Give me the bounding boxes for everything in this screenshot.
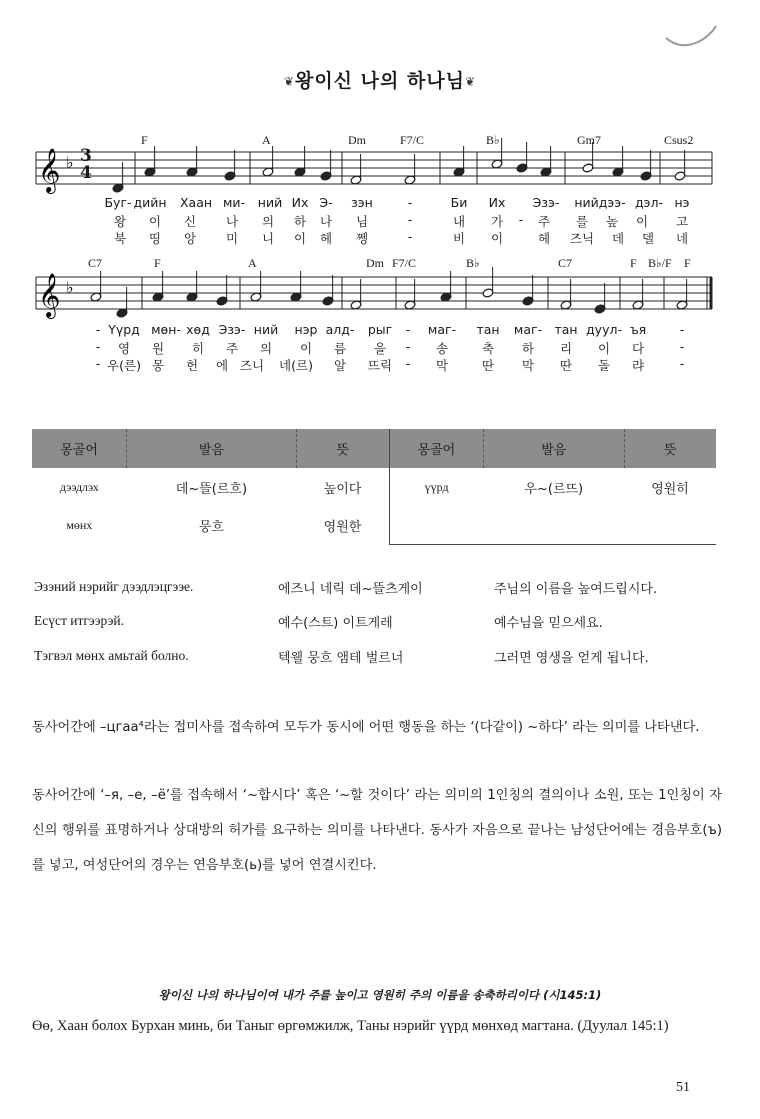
lyric: Их xyxy=(291,195,309,210)
flat-key-icon: ♭ xyxy=(66,278,74,297)
lyric: 델 xyxy=(641,231,655,246)
flat-key-icon: ♭ xyxy=(66,153,74,172)
lyric: 나 xyxy=(225,214,239,229)
lyrics-line-1-pron xyxy=(0,229,760,247)
lyric: дэл- xyxy=(634,195,664,210)
lyric: 리 xyxy=(559,341,573,356)
vocab-header-cell: 발음 xyxy=(127,429,297,468)
lyric: 비 xyxy=(452,231,466,246)
chord: B♭ xyxy=(466,256,480,270)
lyric: - xyxy=(407,195,413,210)
staff-line-1 xyxy=(36,152,712,184)
sentence-translation: 그러면 영생을 얻게 됩니다. xyxy=(494,651,649,666)
chord: Dm xyxy=(348,133,366,147)
lyric: 미 xyxy=(225,231,239,246)
lyric: - xyxy=(95,322,101,337)
table-row xyxy=(32,506,716,545)
table-cell: 영원한 xyxy=(296,506,389,545)
lyric: алд- xyxy=(325,322,355,337)
lyric: 나 xyxy=(319,214,333,229)
lyric: 랴 xyxy=(631,358,645,373)
table-cell: 높이다 xyxy=(296,468,389,506)
chord: C7 xyxy=(558,256,573,270)
lyric: - xyxy=(405,356,411,371)
ornament-right-icon: ❦ xyxy=(465,74,477,89)
chord: C7 xyxy=(88,256,103,270)
time-signature-bottom: 4 xyxy=(80,163,92,183)
sentence-pronunciation: 텍웰 뭉흐 앰테 벌르너 xyxy=(278,651,404,666)
lyric: 네(르) xyxy=(279,358,313,373)
table-cell: 우~(르뜨) xyxy=(524,481,584,497)
vocab-header-cell: 몽골어 xyxy=(389,429,483,468)
lyric: ъя xyxy=(629,322,647,337)
lyric: 네 xyxy=(675,231,689,246)
lyric: дуул- xyxy=(586,322,622,337)
lyric: 딴 xyxy=(481,358,495,373)
lyric: 니 xyxy=(261,231,275,246)
lyric: 막 xyxy=(521,358,535,373)
lyric: 알 xyxy=(333,358,347,373)
vocab-header-cell: 뜻 xyxy=(296,429,389,468)
sentence-mn: Есүст итгээрэй. xyxy=(34,613,124,628)
lyric: хөд xyxy=(186,322,210,337)
lyric: нийдээ- xyxy=(574,195,626,210)
lyric: маг- xyxy=(513,322,543,337)
lyric: 데 xyxy=(611,231,625,246)
chord: F xyxy=(684,256,691,270)
lyric: 하 xyxy=(521,341,535,356)
chord: A xyxy=(248,256,257,270)
lyric: 즈니 xyxy=(239,358,265,373)
chord: F xyxy=(630,256,637,270)
lyric: - xyxy=(95,356,101,371)
table-cell xyxy=(389,506,483,545)
lyric: 이 xyxy=(148,214,162,229)
chord: F xyxy=(154,256,161,270)
table-cell xyxy=(624,506,716,545)
lyric: 높 xyxy=(605,214,619,229)
vocab-table xyxy=(32,429,716,545)
lyric: мөн- xyxy=(151,322,181,337)
verse-korean: 왕이신 나의 하나님이여 내가 주를 높이고 영원히 주의 이름을 송축하리이다 (시145:1) xyxy=(158,988,602,1002)
time-signature xyxy=(80,148,92,182)
sentence-mn: Тэгвэл мөнх амьтай болно. xyxy=(34,648,189,663)
song-title-text: 왕이신 나의 하나님 xyxy=(294,70,466,92)
grammar-paragraph: 동사어간에 ‘–я, –е, –ё’를 접속해서 ‘~합시다’ 혹은 ‘~할 것이다’ 라는 의미의 1인칭의 결의이나 소원, 또는 1인칭이 자신의 행위를 표명하거나 상대방의 허가를 요구하는 의미를 나타낸다. 동사가 자음으로 끝나는 남성단어에는 경음부호(ъ)를 넣고, 여성단어의 경우는 연음부호(ь)를 넣어 연결시킨다. xyxy=(32,788,722,873)
lyrics-line-2-ko xyxy=(0,339,760,357)
sentence-pronunciation: 예수(스트) 이트게레 xyxy=(278,616,393,631)
chord: Csus2 xyxy=(664,133,694,147)
lyric: 을 xyxy=(373,341,387,356)
lyric: ний xyxy=(253,322,279,337)
vocab-header-cell: 뜻 xyxy=(624,429,716,468)
lyric: 축 xyxy=(481,341,495,356)
lyric: 의 xyxy=(259,341,273,356)
lyric: маг- xyxy=(427,322,457,337)
table-cell: мөнх xyxy=(66,517,93,532)
lyric: 북 xyxy=(113,231,127,246)
staff-line-2 xyxy=(36,277,712,309)
lyric: - xyxy=(679,339,685,354)
chord: Dm xyxy=(366,256,384,270)
lyric: 의 xyxy=(261,214,275,229)
lyric: 앙 xyxy=(183,231,197,246)
chord: Gm7 xyxy=(577,133,601,147)
chord: A xyxy=(262,133,271,147)
table-cell: үүрд xyxy=(424,479,449,494)
lyrics-line-2-mn xyxy=(0,322,760,340)
vocab-header-cell: 몽골어 xyxy=(32,429,127,468)
lyrics-line-1-mn xyxy=(0,195,760,213)
verse-mongolian: Өө, Хаан болох Бурхан минь, би Таныг өргөмжилж, Таны нэрийг үүрд мөнхөд магтана. (Дуулал 145:1) xyxy=(32,1018,669,1034)
lyric: 하 xyxy=(293,214,307,229)
lyric: 막 xyxy=(435,358,449,373)
lyric: - xyxy=(407,229,413,244)
table-cell: 뭉흐 xyxy=(198,519,224,535)
lyric: ний xyxy=(257,195,283,210)
lyric: Эзэ- xyxy=(218,322,246,337)
lyric: 이 xyxy=(635,214,649,229)
sentence-translation: 주님의 이름을 높여드립시다. xyxy=(494,582,658,597)
lyric: 내 xyxy=(452,214,466,229)
lyric: 에 xyxy=(215,358,229,373)
table-cell: 데~뜰(르흐) xyxy=(175,481,248,497)
lyric: Хаан xyxy=(179,195,213,210)
lyric: 히 xyxy=(191,341,205,356)
page-number: 51 xyxy=(676,1080,690,1095)
lyric: рыг xyxy=(367,322,393,337)
lyric: тан xyxy=(554,322,578,337)
lyric: - xyxy=(95,339,101,354)
lyric: - xyxy=(405,339,411,354)
lyrics-line-1-ko xyxy=(0,212,760,230)
chord: F xyxy=(141,133,148,147)
sentence-mn: Эзэний нэрийг дээдлэцгээе. xyxy=(34,579,194,594)
lyric: нэр xyxy=(294,322,318,337)
vocab-table-header xyxy=(32,429,716,468)
table-cell: 영원히 xyxy=(651,481,689,497)
lyric: Эзэ- xyxy=(532,195,560,210)
lyric: Би xyxy=(450,195,468,210)
table-cell xyxy=(484,506,625,545)
lyric: 님 xyxy=(355,214,369,229)
lyric: 이 xyxy=(490,231,504,246)
lyric: 를 xyxy=(575,214,589,229)
lyric: 신 xyxy=(183,214,197,229)
chord: B♭/F xyxy=(648,256,672,270)
lyric: 영 xyxy=(117,341,131,356)
lyric: 이 xyxy=(299,341,313,356)
lyrics-line-2-pron xyxy=(0,356,760,374)
vocab-header-cell: 발음 xyxy=(484,429,625,468)
lyric: Их xyxy=(488,195,506,210)
lyric: 뜨릭 xyxy=(367,358,393,373)
lyric: - xyxy=(405,322,411,337)
lyric: 쩽 xyxy=(355,231,369,246)
lyric: 주 xyxy=(537,214,551,229)
table-row xyxy=(32,468,716,506)
lyric: Үүрд xyxy=(108,322,140,337)
lyric: - xyxy=(407,212,413,227)
sentence-pronunciation: 에즈니 네릭 데~뜰츠게이 xyxy=(278,582,423,597)
lyric: 이 xyxy=(293,231,307,246)
lyric: 원 xyxy=(151,341,165,356)
lyric: 돌 xyxy=(597,358,611,373)
lyric: 헤 xyxy=(537,231,551,246)
lyric: - xyxy=(679,356,685,371)
lyric: Э- xyxy=(319,195,333,210)
lyric: 주 xyxy=(225,341,239,356)
chord: B♭ xyxy=(486,133,500,147)
chord: F7/C xyxy=(400,133,425,147)
ornament-left-icon: ❦ xyxy=(283,74,295,89)
chord: F7/C xyxy=(392,256,417,270)
lyric: 즈닉 xyxy=(569,231,595,246)
treble-clef-icon: 𝄞 xyxy=(38,148,61,192)
treble-clef-icon: 𝄞 xyxy=(38,273,61,317)
lyric: 이 xyxy=(597,341,611,356)
sentence-translation: 예수님을 믿으세요. xyxy=(494,616,603,631)
lyric: 왕 xyxy=(113,214,127,229)
lyric: 름 xyxy=(333,341,347,356)
lyric: зэн xyxy=(351,195,373,210)
lyric: 가 xyxy=(490,214,504,229)
lyric: Буг- xyxy=(104,195,132,210)
lyric: 헌 xyxy=(185,358,199,373)
lyric: 송 xyxy=(435,341,449,356)
time-signature-top: 3 xyxy=(80,146,92,166)
lyric: 딴 xyxy=(559,358,573,373)
lyric: 띵 xyxy=(148,231,162,246)
lyric: - xyxy=(518,212,524,227)
lyric: 고 xyxy=(675,214,689,229)
lyric: нэ xyxy=(674,195,690,210)
lyric: ми- xyxy=(222,195,246,210)
lyric: тан xyxy=(476,322,500,337)
lyric: - xyxy=(679,322,685,337)
table-cell: дээдлэх xyxy=(59,479,99,494)
lyric: 몽 xyxy=(151,358,165,373)
grammar-paragraph: 동사어간에 –цгаа⁴라는 접미사를 접속하여 모두가 동시에 어떤 행동을 하는 ‘(다같이) ~하다’ 라는 의미를 나타낸다. xyxy=(32,720,700,735)
lyric: 헤 xyxy=(319,231,333,246)
lyric: 우(른) xyxy=(107,358,141,373)
lyric: 다 xyxy=(631,341,645,356)
lyric: дийн xyxy=(133,195,167,210)
